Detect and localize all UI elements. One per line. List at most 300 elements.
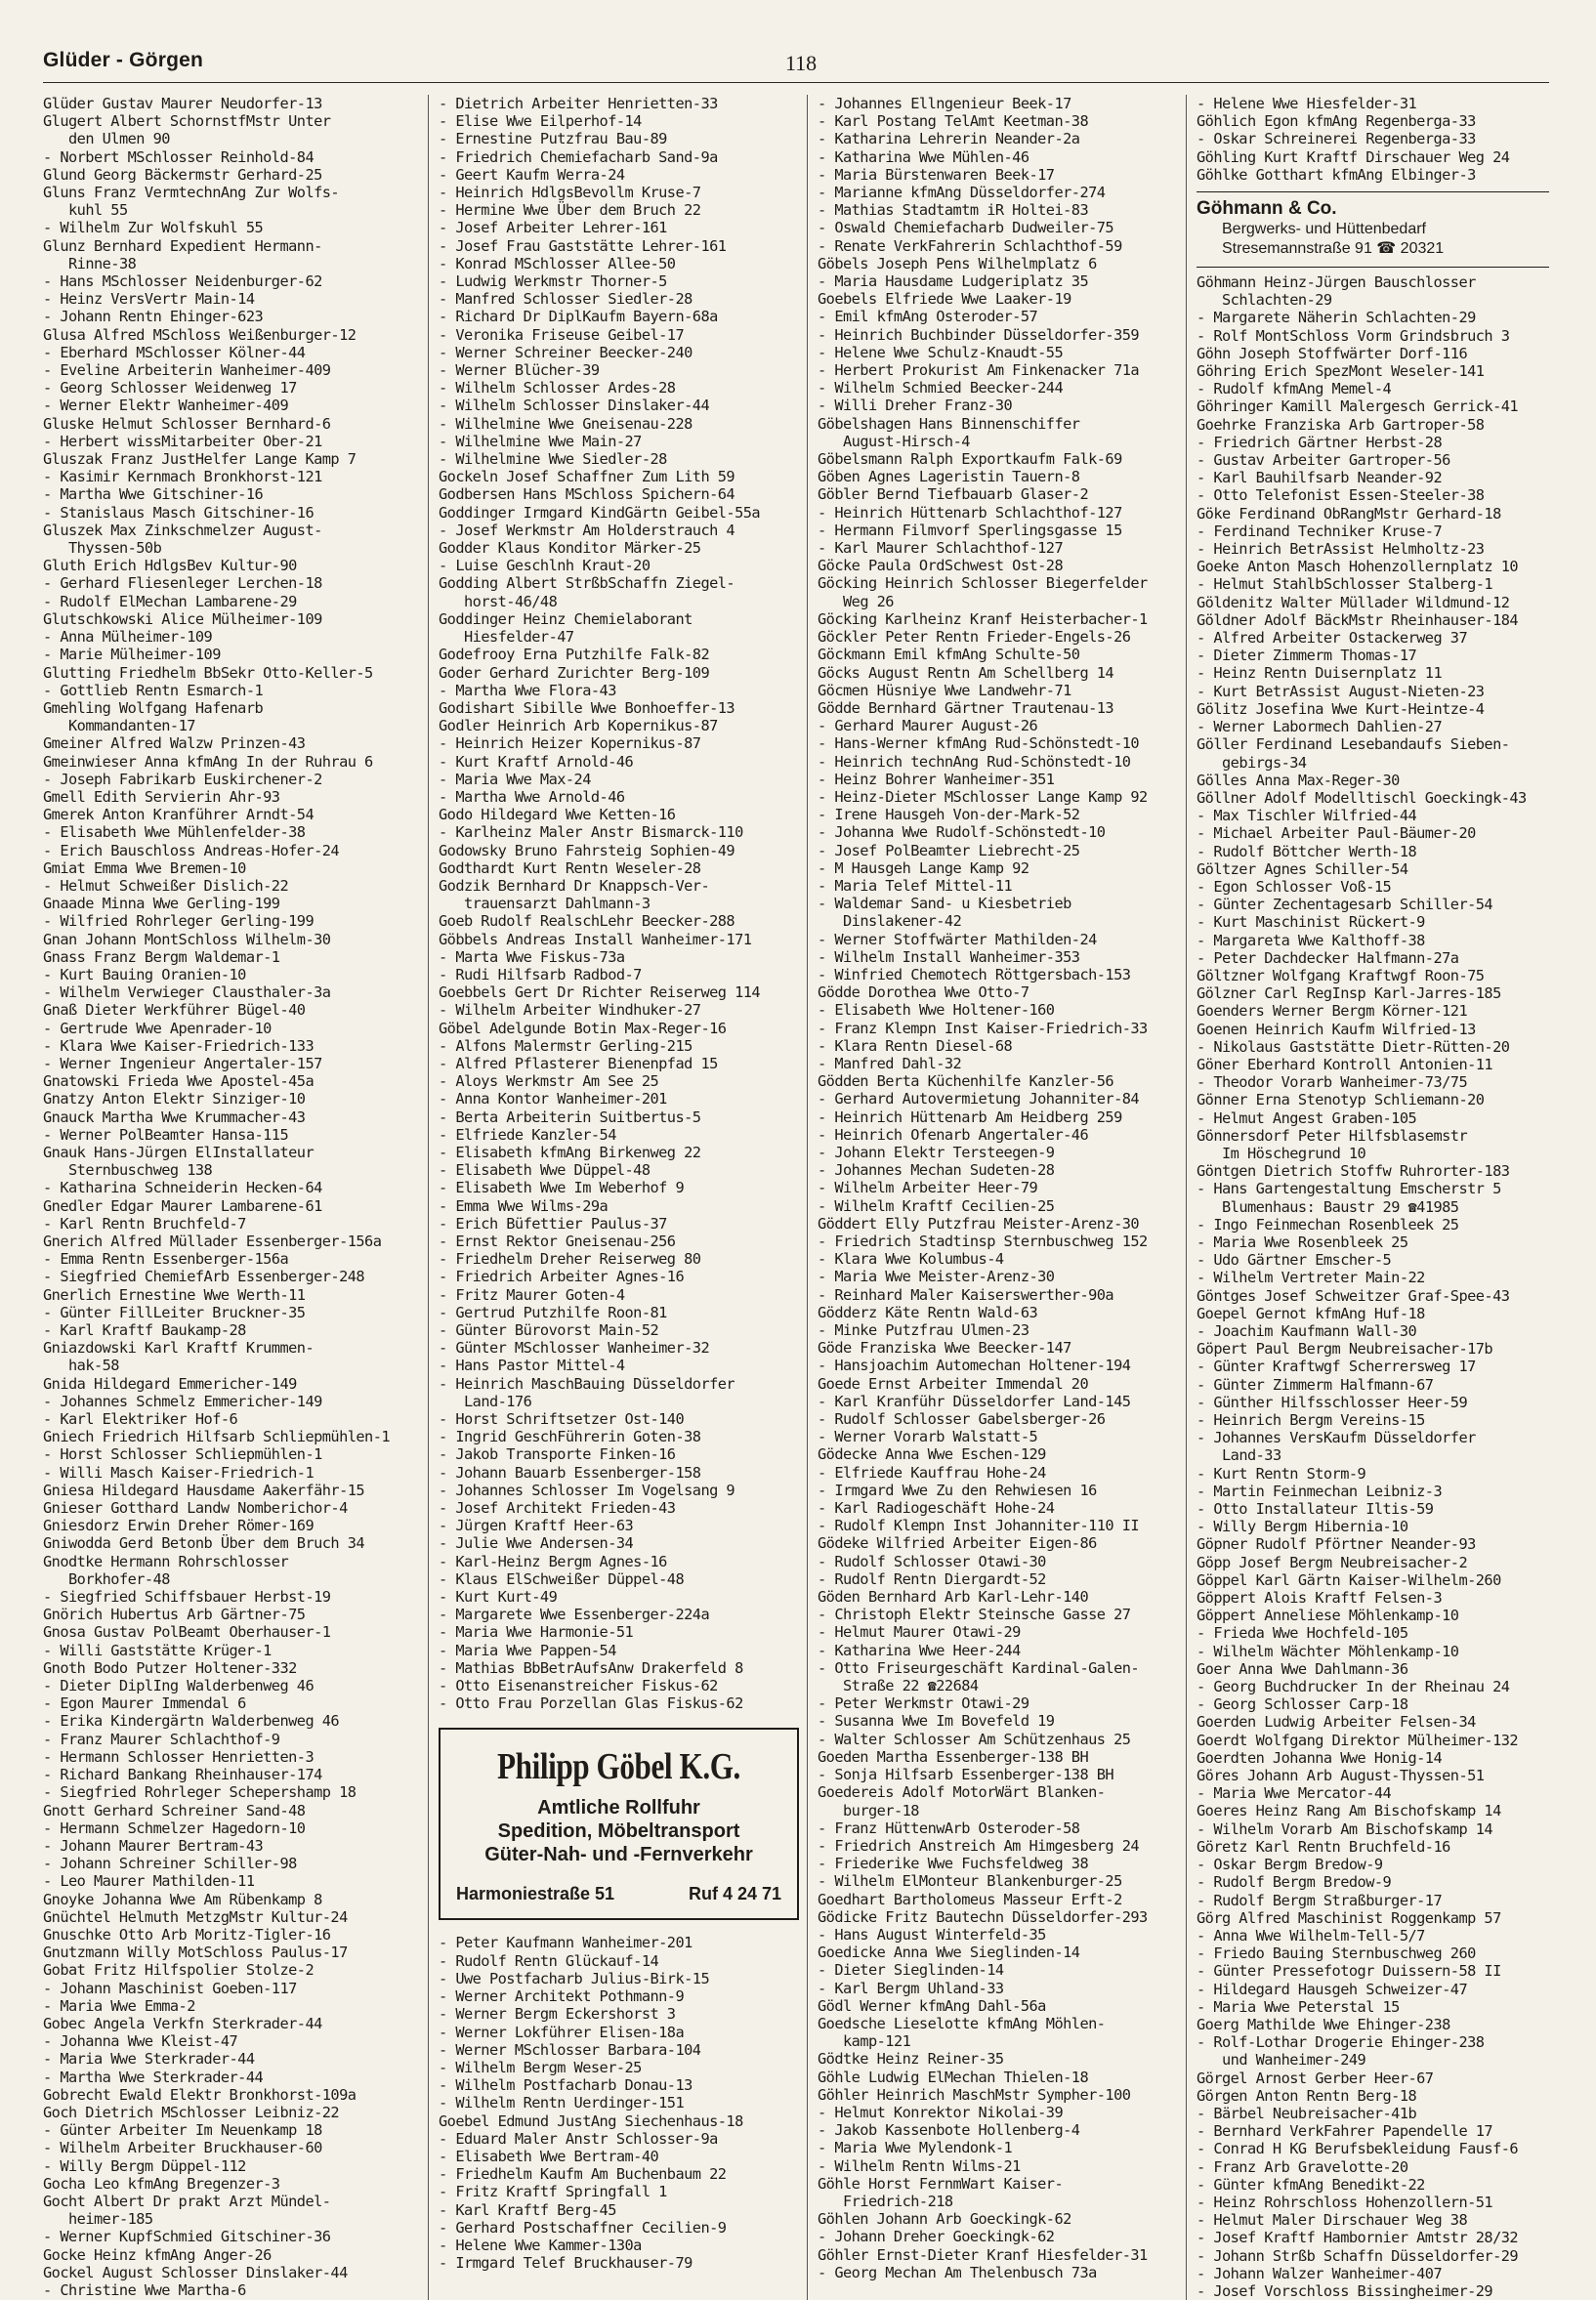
- directory-entry: Göhn Joseph Stoffwärter Dorf-116: [1197, 344, 1468, 362]
- directory-entry: - Rudolf Böttcher Werth-18: [1197, 842, 1417, 860]
- directory-entry: - Udo Gärtner Emscher-5: [1197, 1251, 1392, 1270]
- directory-entry: Göner Eberhard Kontroll Antonien-11: [1197, 1055, 1493, 1073]
- directory-entry: - Wilhelm Vorarb Am Bischofskamp 14: [1197, 1819, 1493, 1838]
- directory-entry: - Hans-Werner kfmAng Rud-Schönstedt-10: [818, 734, 1140, 753]
- directory-entry: Goeb Rudolf RealschLehr Beecker-288: [439, 912, 735, 931]
- directory-entry: - Otto Telefonist Essen-Steeler-38: [1197, 486, 1485, 505]
- directory-entry: - Eduard Maler Anstr Schlosser-9a: [439, 2129, 718, 2148]
- directory-entry: - Rudolf Schlosser Gabelsberger-26: [818, 1410, 1106, 1429]
- ad-service-line: Amtliche Rollfuhr: [537, 1797, 700, 1819]
- directory-entry: - Dieter Sieglinden-14: [818, 1961, 1004, 1980]
- directory-entry: Gödde Dorothea Wwe Otto-7: [818, 983, 1029, 1002]
- directory-entry: - Karl Elektriker Hof-6: [43, 1410, 238, 1429]
- directory-entry: Goder Gerhard Zurichter Berg-109: [439, 663, 710, 682]
- directory-entry: - Geert Kaufm Werra-24: [439, 165, 625, 184]
- directory-entry: - Wilhelm Kraftf Cecilien-25: [818, 1196, 1055, 1215]
- directory-entry: Gmiat Emma Wwe Bremen-10: [43, 858, 246, 877]
- directory-entry: Gnan Johann MontSchloss Wilhelm-30: [43, 930, 331, 948]
- directory-entry: Goeres Heinz Rang Am Bischofskamp 14: [1197, 1802, 1501, 1820]
- directory-entry: - Werner Vorarb Walstatt-5: [818, 1428, 1038, 1446]
- directory-entry: Gödden Berta Küchenhilfe Kanzler-56: [818, 1072, 1114, 1091]
- directory-entry: Glunz Bernhard Expedient Hermann- Rinne-38: [43, 237, 420, 272]
- directory-entry: Goeke Anton Masch Hohenzollernplatz 10: [1197, 558, 1519, 576]
- directory-entry: - Elisabeth Wwe Düppel-48: [439, 1161, 651, 1180]
- directory-entry: - Minke Putzfrau Ulmen-23: [818, 1321, 1029, 1340]
- directory-entry: - Rolf-Lothar Drogerie Ehinger-238 und Wanheimer-249: [1197, 2033, 1549, 2069]
- directory-entry: Gnass Franz Bergm Waldemar-1: [43, 947, 280, 966]
- directory-entry: - Joachim Kaufmann Wall-30: [1197, 1322, 1417, 1340]
- directory-entry: - Günter Arbeiter Im Neuenkamp 18: [43, 2121, 322, 2140]
- directory-entry: Gniech Friedrich Hilfsarb Schliepmühlen-1: [43, 1428, 391, 1446]
- directory-entry: - Siegfried Schiffsbauer Herbst-19: [43, 1588, 331, 1607]
- directory-entry: Gnosa Gustav PolBeamt Oberhauser-1: [43, 1623, 331, 1642]
- directory-entry: - Helene Wwe Schulz-Knaudt-55: [818, 343, 1064, 361]
- directory-entry: Glutschkowski Alice Mülheimer-109: [43, 609, 322, 628]
- directory-entry: - Heinrich BetrAssist Helmholtz-23: [1197, 540, 1485, 559]
- directory-entry: - Werner Ingenieur Angertaler-157: [43, 1054, 322, 1072]
- directory-entry: - Alfred Arbeiter Ostackerweg 37: [1197, 629, 1468, 648]
- directory-entry: - Katharina Lehrerin Neander-2a: [818, 130, 1080, 148]
- directory-entry: - Josef Frau Gaststätte Lehrer-161: [439, 236, 727, 255]
- directory-entry: - Veronika Friseuse Geibel-17: [439, 325, 685, 344]
- directory-entry: Godefrooy Erna Putzhilfe Falk-82: [439, 646, 710, 664]
- directory-entry: - Heinrich MaschBauing Düsseldorfer Land-176: [439, 1375, 799, 1410]
- directory-entry: - Martha Wwe Arnold-46: [439, 787, 625, 806]
- entry-continuation: Land-33: [1222, 1446, 1281, 1465]
- entry-continuation: Kommandanten-17: [68, 717, 195, 735]
- directory-entry: - Michael Arbeiter Paul-Bäumer-20: [1197, 824, 1476, 843]
- directory-entry: Goeden Martha Essenberger-138 BH: [818, 1747, 1089, 1766]
- directory-entry: - Aloys Werkmstr Am See 25: [439, 1072, 659, 1091]
- directory-entry: - Irmgard Telef Bruckhauser-79: [439, 2254, 693, 2273]
- directory-entry: - Maria Telef Mittel-11: [818, 876, 1013, 895]
- directory-entry: - Wilhelmine Wwe Siedler-28: [439, 450, 667, 469]
- directory-entry: Gnatzy Anton Elektr Sinziger-10: [43, 1090, 306, 1108]
- directory-entry: - Günter Zechentagesarb Schiller-54: [1197, 896, 1493, 914]
- directory-entry: - Elisabeth Wwe Holtener-160: [818, 1001, 1055, 1020]
- directory-entry: Göke Ferdinand ObRangMstr Gerhard-18: [1197, 504, 1501, 523]
- directory-entry: Gniwodda Gerd Betonb Über dem Bruch 34: [43, 1534, 365, 1553]
- directory-entry: - Richard Dr DiplKaufm Bayern-68a: [439, 308, 718, 326]
- directory-entry: - Walter Schlosser Am Schützenhaus 25: [818, 1730, 1131, 1748]
- directory-entry: - Ingrid GeschFührerin Goten-38: [439, 1428, 701, 1446]
- directory-entry: Gödde Bernhard Gärtner Trautenau-13: [818, 698, 1114, 717]
- directory-entry: Goehrke Franziska Arb Gartroper-58: [1197, 415, 1485, 434]
- directory-entry: - Helmut Angest Graben-105: [1197, 1108, 1417, 1127]
- directory-entry: Gmeiner Alfred Walzw Prinzen-43: [43, 734, 306, 753]
- directory-entry: - Günter FillLeiter Bruckner-35: [43, 1303, 306, 1321]
- directory-entry: - Jürgen Kraftf Heer-63: [439, 1517, 634, 1535]
- directory-entry: Gnerich Alfred Müllader Essenberger-156a: [43, 1233, 382, 1250]
- directory-entry: Gluske Helmut Schlosser Bernhard-6: [43, 414, 331, 433]
- directory-entry: - Elisabeth kfmAng Birkenweg 22: [439, 1143, 701, 1161]
- directory-entry: - Werner KupfSchmied Gitschiner-36: [43, 2228, 331, 2246]
- directory-entry: - Friedrich Arbeiter Agnes-16: [439, 1268, 685, 1286]
- directory-entry: - Helmut StahlbSchlosser Stalberg-1: [1197, 575, 1493, 594]
- directory-entry: Goerdt Wolfgang Direktor Mülheimer-132: [1197, 1731, 1519, 1749]
- directory-entry: - Rolf MontSchloss Vorm Grindsbruch 3: [1197, 326, 1510, 345]
- directory-entry: - Heinrich Hüttenarb Schlachthof-127: [818, 503, 1122, 522]
- directory-entry: - Helmut Maurer Otawi-29: [818, 1623, 1021, 1642]
- directory-entry: Göppel Karl Gärtn Kaiser-Wilhelm-260: [1197, 1570, 1501, 1589]
- directory-entry: - Otto Eisenanstreicher Fiskus-62: [439, 1677, 718, 1695]
- directory-entry: - Horst Schlosser Schliepmühlen-1: [43, 1445, 322, 1464]
- directory-entry: Godbersen Hans MSchloss Spichern-64: [439, 485, 735, 504]
- directory-entry: Göretz Karl Rentn Bruchfeld-16: [1197, 1837, 1450, 1856]
- directory-entry: - Heinrich Heizer Kopernikus-87: [439, 734, 701, 753]
- directory-entry: - Herbert Prokurist Am Finkenacker 71a: [818, 361, 1140, 380]
- entry-continuation: den Ulmen 90: [68, 130, 170, 148]
- directory-entry: Goddinger Irmgard KindGärtn Geibel-55a: [439, 503, 761, 522]
- directory-entry: Godthardt Kurt Rentn Weseler-28: [439, 858, 701, 877]
- directory-entry: Glugert Albert SchornstfMstr Unter den Ulmen 90: [43, 112, 420, 147]
- directory-entry: Göpner Rudolf Pförtner Neander-93: [1197, 1535, 1476, 1554]
- directory-entry: Göckler Peter Rentn Frieder-Engels-26: [818, 628, 1131, 647]
- directory-entry: - Werner Labormech Dahlien-27: [1197, 718, 1443, 736]
- entry-continuation: trauensarzt Dahlmann-3: [464, 895, 651, 913]
- directory-entry: - Klara Rentn Diesel-68: [818, 1036, 1013, 1055]
- column-1: [43, 95, 428, 2300]
- directory-entry: Görg Alfred Maschinist Roggenkamp 57: [1197, 1908, 1501, 1927]
- directory-entry: - Klaus ElSchweißer Düppel-48: [439, 1569, 685, 1588]
- page-title: Glüder - Görgen: [43, 49, 204, 71]
- directory-entry: Gödtke Heinz Reiner-35: [818, 2050, 1004, 2069]
- directory-entry: Göbbels Andreas Install Wanheimer-171: [439, 930, 752, 948]
- directory-entry: Göltzner Wolfgang Kraftwgf Roon-75: [1197, 966, 1485, 984]
- directory-entry: Goer Anna Wwe Dahlmann-36: [1197, 1659, 1408, 1678]
- directory-entry: - Marie Mülheimer-109: [43, 646, 221, 664]
- directory-entry: - Stanislaus Masch Gitschiner-16: [43, 503, 315, 522]
- directory-entry: - Günter MSchlosser Wanheimer-32: [439, 1339, 710, 1358]
- directory-entry: - Marianne kfmAng Düsseldorfer-274: [818, 184, 1106, 202]
- directory-entry: Gödicke Fritz Bautechn Düsseldorfer-293: [818, 1907, 1148, 1926]
- directory-entry: Görgen Anton Rentn Berg-18: [1197, 2086, 1417, 2105]
- firm-listing-name: Göhmann & Co.: [1197, 198, 1337, 220]
- directory-entry: - Emma Wwe Wilms-29a: [439, 1196, 609, 1215]
- directory-entry: - Elfriede Kauffrau Hohe-24: [818, 1463, 1046, 1482]
- entry-continuation: horst-46/48: [464, 592, 558, 610]
- directory-entry: Gönnersdorf Peter Hilfsblasemstr Im Höschegrund 10: [1197, 1127, 1549, 1162]
- directory-entry: Gniesa Hildegard Hausdame Aakerfähr-15: [43, 1481, 365, 1499]
- directory-entry: - Franz Klempn Inst Kaiser-Friedrich-33: [818, 1019, 1148, 1037]
- ad-contact-row: [450, 1884, 787, 1904]
- directory-entry: Göhlen Johann Arb Goeckingk-62: [818, 2210, 1071, 2229]
- directory-entry: Gobat Fritz Hilfspolier Stolze-2: [43, 1961, 315, 1980]
- directory-entry: Gnutzmann Willy MotSchloss Paulus-17: [43, 1944, 348, 1962]
- directory-entry: - Franz Maurer Schlachthof-9: [43, 1730, 280, 1748]
- directory-entry: - Johann Dreher Goeckingk-62: [818, 2228, 1055, 2246]
- directory-entry: Godo Hildegard Wwe Ketten-16: [439, 806, 676, 824]
- directory-entry: - Werner Stoffwärter Mathilden-24: [818, 930, 1097, 948]
- directory-entry: - Otto Installateur Iltis-59: [1197, 1500, 1434, 1519]
- directory-entry: - Anna Mülheimer-109: [43, 628, 213, 647]
- directory-entry: - Siegfried Rohrleger Schepershamp 18: [43, 1783, 357, 1802]
- entry-continuation: Dinslakener-42: [843, 912, 962, 931]
- directory-entry: Gnauck Martha Wwe Krummacher-43: [43, 1108, 306, 1126]
- directory-entry: - Karl Bauhilfsarb Neander-92: [1197, 469, 1443, 487]
- entry-continuation: heimer-185: [68, 2210, 153, 2229]
- directory-entry: - Margareta Wwe Kalthoff-38: [1197, 931, 1425, 949]
- directory-entry: Goebbels Gert Dr Richter Reiserweg 114: [439, 983, 761, 1002]
- directory-entry: Gockeln Josef Schaffner Zum Lith 59: [439, 468, 735, 486]
- column-4: [1186, 95, 1557, 2300]
- entry-continuation: burger-18: [843, 1801, 919, 1819]
- directory-entry: - Günter Bürovorst Main-52: [439, 1321, 659, 1340]
- directory-entry: - Leo Maurer Mathilden-11: [43, 1872, 255, 1891]
- directory-entry: - Günther Hilfsschlosser Heer-59: [1197, 1393, 1468, 1411]
- directory-entry: Goepel Gernot kfmAng Huf-18: [1197, 1304, 1425, 1322]
- directory-entry: - Erich Büfettier Paulus-37: [439, 1214, 667, 1233]
- directory-entry: - Wilhelm Arbeiter Bruckhauser-60: [43, 2139, 322, 2157]
- directory-entry: Gocke Heinz kfmAng Anger-26: [43, 2245, 272, 2264]
- directory-entry: - Erich Bauschloss Andreas-Hofer-24: [43, 841, 340, 859]
- directory-entry: - Friederike Wwe Fuchsfeldweg 38: [818, 1855, 1089, 1873]
- directory-entry: - Franz HüttenwArb Osteroder-58: [818, 1819, 1080, 1837]
- directory-entry: - Elisabeth Wwe Bertram-40: [439, 2147, 659, 2165]
- directory-entry: - Egon Maurer Immendal 6: [43, 1694, 246, 1713]
- directory-entry: Gocht Albert Dr prakt Arzt Mündel- heimer-185: [43, 2193, 420, 2228]
- directory-entry: - Joseph Fabrikarb Euskirchener-2: [43, 770, 322, 788]
- directory-entry: - Werner Elektr Wanheimer-409: [43, 397, 289, 415]
- directory-entry: - Otto Friseurgeschäft Kardinal-Galen- Straße 22 ☎22684: [818, 1659, 1178, 1694]
- entry-continuation: Sternbuschweg 138: [68, 1161, 213, 1180]
- directory-entry: Goebels Elfriede Wwe Laaker-19: [818, 290, 1071, 309]
- entry-continuation: Friedrich-218: [843, 2192, 953, 2210]
- directory-entry: - Katharina Schneiderin Hecken-64: [43, 1179, 322, 1197]
- directory-entry: - Heinrich Buchbinder Düsseldorfer-359: [818, 325, 1140, 344]
- directory-entry: - Wilhelm Wächter Möhlenkamp-10: [1197, 1642, 1459, 1660]
- directory-entry: Göpert Paul Bergm Neubreisacher-17b: [1197, 1340, 1493, 1359]
- directory-entry: - Oskar Schreinerei Regenberga-33: [1197, 130, 1476, 148]
- directory-entry: - Kasimir Kernmach Bronkhorst-121: [43, 468, 322, 486]
- directory-entry: - Helmut Schweißer Dislich-22: [43, 876, 289, 895]
- directory-entry: Goenders Werner Bergm Körner-121: [1197, 1002, 1468, 1021]
- directory-entry: - Georg Schlosser Carp-18: [1197, 1695, 1408, 1714]
- directory-entry: Goch Dietrich MSchlosser Leibniz-22: [43, 2103, 340, 2121]
- directory-entry: Göhmann Heinz-Jürgen Bauschlosser Schlachten-29: [1197, 273, 1549, 309]
- directory-entry: - Jakob Transporte Finken-16: [439, 1445, 676, 1464]
- entry-continuation: kamp-121: [843, 2032, 911, 2051]
- entry-continuation: Im Höschegrund 10: [1222, 1144, 1366, 1162]
- directory-entry: - Karl Maurer Schlachthof-127: [818, 539, 1064, 558]
- directory-entry: Göcking Karlheinz Kranf Heisterbacher-1: [818, 609, 1148, 628]
- directory-entry: Goebel Edmund JustAng Siechenhaus-18: [439, 2112, 743, 2130]
- directory-entry: Godishart Sibille Wwe Bonhoeffer-13: [439, 698, 735, 717]
- directory-entry: - Heinrich Bergm Vereins-15: [1197, 1411, 1425, 1430]
- directory-entry: - Helene Wwe Hiesfelder-31: [1197, 95, 1417, 112]
- directory-entry: - Johann Strßb Schaffn Düsseldorfer-29: [1197, 2246, 1519, 2265]
- directory-entry: Göbler Bernd Tiefbauarb Glaser-2: [818, 485, 1089, 504]
- directory-entry: Gölitz Josefina Wwe Kurt-Heintze-4: [1197, 699, 1485, 718]
- directory-entry: - Reinhard Maler Kaiserswerther-90a: [818, 1285, 1114, 1304]
- directory-entry: - Wilhelm Verwieger Clausthaler-3a: [43, 983, 331, 1002]
- page-number: 118: [785, 51, 818, 75]
- directory-entry: - Heinz Rohrschloss Hohenzollern-51: [1197, 2193, 1493, 2211]
- directory-entry: - Werner Bergm Eckershorst 3: [439, 2005, 676, 2024]
- directory-entry: Göcks August Rentn Am Schellberg 14: [818, 663, 1114, 682]
- directory-entry: Gnodtke Hermann Rohrschlosser Borkhofer-48: [43, 1553, 420, 1588]
- directory-entry: - Mathias Stadtamtm iR Holtei-83: [818, 201, 1089, 220]
- directory-entry: Göres Johann Arb August-Thyssen-51: [1197, 1767, 1485, 1785]
- entry-continuation: Rinne-38: [68, 254, 137, 272]
- directory-entry: - Johanna Wwe Rudolf-Schönstedt-10: [818, 823, 1106, 842]
- directory-entry: - Bärbel Neubreisacher-41b: [1197, 2104, 1417, 2122]
- directory-entry: Gnaß Dieter Werkführer Bügel-40: [43, 1001, 306, 1020]
- directory-entry: - Gerhard Fliesenleger Lerchen-18: [43, 574, 322, 593]
- directory-entry: Godowsky Bruno Fahrsteig Sophien-49: [439, 841, 735, 859]
- directory-entry: Gnörich Hubertus Arb Gärtner-75: [43, 1606, 306, 1624]
- directory-entry: - Gottlieb Rentn Esmarch-1: [43, 681, 264, 699]
- ad-phone: Ruf 4 24 71: [688, 1884, 781, 1904]
- directory-entry: - Maria Wwe Meister-Arenz-30: [818, 1268, 1055, 1286]
- directory-entry: - Katharina Wwe Mühlen-46: [818, 147, 1029, 166]
- directory-entry: - Kurt Bauing Oranien-10: [43, 965, 246, 983]
- directory-entry: - Maria Wwe Peterstal 15: [1197, 1997, 1400, 2016]
- directory-entry: - Marta Wwe Fiskus-73a: [439, 947, 625, 966]
- directory-entry: - Karl Kraftf Berg-45: [439, 2200, 616, 2219]
- directory-entry: - Siegfried ChemiefArb Essenberger-248: [43, 1268, 365, 1286]
- directory-entry: - Gerhard Postschaffner Cecilien-9: [439, 2218, 727, 2237]
- directory-entry: Göhringer Kamill Malergesch Gerrick-41: [1197, 397, 1519, 416]
- directory-entry: Göppert Anneliese Möhlenkamp-10: [1197, 1607, 1459, 1625]
- directory-entry: - Wilhelm Vertreter Main-22: [1197, 1269, 1425, 1287]
- directory-entry: - Heinrich Hüttenarb Am Heidberg 259: [818, 1108, 1122, 1126]
- directory-entry: Gnuschke Otto Arb Moritz-Tigler-16: [43, 1925, 331, 1944]
- directory-entry: - Emil kfmAng Osteroder-57: [818, 308, 1038, 326]
- directory-entry: - Susanna Wwe Im Bovefeld 19: [818, 1712, 1055, 1731]
- entry-continuation: Schlachten-29: [1222, 291, 1332, 310]
- entry-continuation: gebirgs-34: [1222, 753, 1307, 772]
- directory-entry: - Johannes VersKaufm Düsseldorfer Land-33: [1197, 1429, 1549, 1464]
- directory-entry: Goedhart Bartholomeus Masseur Erft-2: [818, 1890, 1122, 1908]
- directory-entry: - Wilhelm Schlosser Ardes-28: [439, 379, 676, 397]
- directory-entry: - Johannes Mechan Sudeten-28: [818, 1161, 1055, 1180]
- directory-entry: - Wilhelm Rentn Wilms-21: [818, 2156, 1021, 2175]
- directory-entry: - Hermann Schlosser Henrietten-3: [43, 1747, 315, 1766]
- directory-entry: Gnott Gerhard Schreiner Sand-48: [43, 1801, 306, 1819]
- directory-entry: Goddinger Heinz Chemielaborant Hiesfelder-47: [439, 610, 799, 646]
- directory-entry: Goedicke Anna Wwe Sieglinden-14: [818, 1944, 1080, 1962]
- directory-entry: - Gertrude Wwe Apenrader-10: [43, 1019, 272, 1037]
- directory-entry: - Frieda Wwe Hochfeld-105: [1197, 1624, 1408, 1643]
- directory-entry: - Norbert MSchlosser Reinhold-84: [43, 147, 315, 166]
- entry-continuation: Land-176: [464, 1392, 532, 1410]
- directory-entry: - Helmut Maler Dirschauer Weg 38: [1197, 2211, 1468, 2230]
- directory-entry: - Alfons Malermstr Gerling-215: [439, 1036, 693, 1055]
- directory-entry: - Karl Radiogeschäft Hohe-24: [818, 1499, 1055, 1518]
- directory-entry: - Nikolaus Gaststätte Dietr-Rütten-20: [1197, 1037, 1510, 1056]
- entry-continuation: Hiesfelder-47: [464, 628, 574, 647]
- directory-entry: - Rudi Hilfsarb Radbod-7: [439, 965, 642, 983]
- directory-entry: - Elisabeth Wwe Mühlenfelder-38: [43, 823, 306, 842]
- directory-entry: - Werner Lokführer Elisen-18a: [439, 2023, 685, 2041]
- directory-entry: Göddert Elly Putzfrau Meister-Arenz-30: [818, 1214, 1140, 1233]
- directory-entry: - Gerhard Maurer August-26: [818, 717, 1038, 735]
- directory-entry: - Ferdinand Techniker Kruse-7: [1197, 522, 1443, 540]
- directory-entry: Gluszak Franz JustHelfer Lange Kamp 7: [43, 450, 357, 469]
- ad-address: Harmoniestraße 51: [456, 1884, 615, 1904]
- directory-entry: Godler Heinrich Arb Kopernikus-87: [439, 717, 718, 735]
- directory-entry: Göben Agnes Lageristin Tauern-8: [818, 468, 1080, 486]
- column-2: [428, 95, 807, 2300]
- directory-entry: - Josef PolBeamter Liebrecht-25: [818, 841, 1080, 859]
- directory-entry: - Hans Gartengestaltung Emscherstr 5 Blumenhaus: Baustr 29 ☎41985: [1197, 1180, 1549, 1215]
- directory-entry: Goedsche Lieselotte kfmAng Möhlen- kamp-121: [818, 2015, 1178, 2050]
- directory-entry: - Helmut Konrektor Nikolai-39: [818, 2103, 1064, 2121]
- directory-entry: - Martha Wwe Sterkrader-44: [43, 2068, 264, 2086]
- directory-entry: - Hans Pastor Mittel-4: [439, 1357, 625, 1375]
- directory-entry: - Werner Schreiner Beecker-240: [439, 343, 693, 361]
- directory-entry: - Günter Pressefotogr Duissern-58 II: [1197, 1962, 1501, 1981]
- directory-entry: Göckmann Emil kfmAng Schulte-50: [818, 646, 1080, 664]
- directory-entry: Gnauk Hans-Jürgen ElInstallateur Sternbuschweg 138: [43, 1144, 420, 1179]
- directory-entry: - Wilhelm Arbeiter Heer-79: [818, 1179, 1038, 1197]
- directory-entry: - Willi Gaststätte Krüger-1: [43, 1641, 272, 1659]
- column-3: [807, 95, 1186, 2300]
- directory-entry: Göhling Kurt Kraftf Dirschauer Weg 24: [1197, 147, 1510, 166]
- directory-entry: - Luise Geschlnh Kraut-20: [439, 557, 651, 575]
- firm-listing-line: Stresemannstraße 91 ☎ 20321: [1222, 240, 1445, 258]
- directory-entry: - Johann Schreiner Schiller-98: [43, 1855, 297, 1873]
- directory-entry: - Dieter DiplIng Walderbenweg 46: [43, 1677, 315, 1695]
- directory-entry: - Ernst Rektor Gneisenau-256: [439, 1233, 676, 1250]
- firm-listing-line: Bergwerks- und Hüttenbedarf: [1222, 221, 1426, 238]
- directory-entry: Glüder Gustav Maurer Neudorfer-13: [43, 95, 322, 112]
- directory-entry: Göltzer Agnes Schiller-54: [1197, 859, 1408, 878]
- directory-entry: - Bernhard VerkFahrer Papendelle 17: [1197, 2122, 1493, 2141]
- directory-entry: - Wilhelm Rentn Uerdinger-151: [439, 2094, 685, 2112]
- directory-entry: Gnida Hildegard Emmericher-149: [43, 1374, 297, 1393]
- directory-entry: - Heinz VersVertr Main-14: [43, 290, 255, 309]
- directory-entry: Göbel Adelgunde Botin Max-Reger-16: [439, 1019, 727, 1037]
- directory-entry: - Sonja Hilfsarb Essenberger-138 BH: [818, 1766, 1114, 1784]
- directory-entry: - Berta Arbeiterin Suitbertus-5: [439, 1108, 701, 1126]
- directory-entry: Gockel August Schlosser Dinslaker-44: [43, 2263, 348, 2281]
- directory-entry: Goedereis Adolf MotorWärt Blanken- burger-18: [818, 1783, 1178, 1819]
- directory-entry: Göhle Ludwig ElMechan Thielen-18: [818, 2068, 1089, 2086]
- directory-entry: - Elisabeth Wwe Im Weberhof 9: [439, 1179, 685, 1197]
- directory-entry: - Eberhard MSchlosser Kölner-44: [43, 343, 306, 361]
- directory-entry: Goede Ernst Arbeiter Immendal 20: [818, 1374, 1089, 1393]
- directory-entry: - Hildegard Hausgeh Schweizer-47: [1197, 1980, 1468, 1998]
- page-header: [43, 43, 1549, 83]
- directory-entry: - Willy Bergm Hibernia-10: [1197, 1518, 1408, 1536]
- directory-entry: - Emma Rentn Essenberger-156a: [43, 1250, 289, 1269]
- directory-entry: - Waldemar Sand- u Kiesbetrieb Dinslakener-42: [818, 895, 1178, 930]
- directory-entry: Gluth Erich HdlgsBev Kultur-90: [43, 557, 297, 575]
- directory-entry: - Rudolf Schlosser Otawi-30: [818, 1552, 1046, 1570]
- directory-entry: - Horst Schriftsetzer Ost-140: [439, 1410, 685, 1429]
- directory-entry: - Johann Bauarb Essenberger-158: [439, 1463, 701, 1482]
- directory-entry: - Rudolf Rentn Diergardt-52: [818, 1569, 1046, 1588]
- directory-entry: - Uwe Postfacharb Julius-Birk-15: [439, 1969, 710, 1987]
- directory-entry: - Friedo Bauing Sternbuschweg 260: [1197, 1945, 1476, 1963]
- directory-entry: - Gerhard Autovermietung Johanniter-84: [818, 1090, 1140, 1108]
- entry-continuation: Weg 26: [843, 592, 894, 610]
- directory-entry: - Anna Wwe Wilhelm-Tell-5/7: [1197, 1926, 1425, 1945]
- directory-entry: Gniazdowski Karl Kraftf Krummen- hak-58: [43, 1339, 420, 1374]
- directory-entry: - Oswald Chemiefacharb Dudweiler-75: [818, 219, 1114, 237]
- directory-entry: - Conrad H KG Berufsbekleidung Fausf-6: [1197, 2140, 1519, 2158]
- directory-entry: - Oskar Bergm Bredow-9: [1197, 1856, 1383, 1874]
- directory-entry: - Johann Rentn Ehinger-623: [43, 308, 264, 326]
- directory-entry: - Maria Hausdame Ludgeriplatz 35: [818, 272, 1089, 291]
- entry-continuation: Blumenhaus: Baustr 29 ☎41985: [1222, 1197, 1459, 1216]
- entry-continuation: hak-58: [68, 1357, 119, 1375]
- directory-entry: - Maria Wwe Max-24: [439, 770, 591, 788]
- directory-entry: Gönner Erna Stenotyp Schliemann-20: [1197, 1091, 1485, 1109]
- directory-entry: - Christine Wwe Martha-6: [43, 2280, 246, 2299]
